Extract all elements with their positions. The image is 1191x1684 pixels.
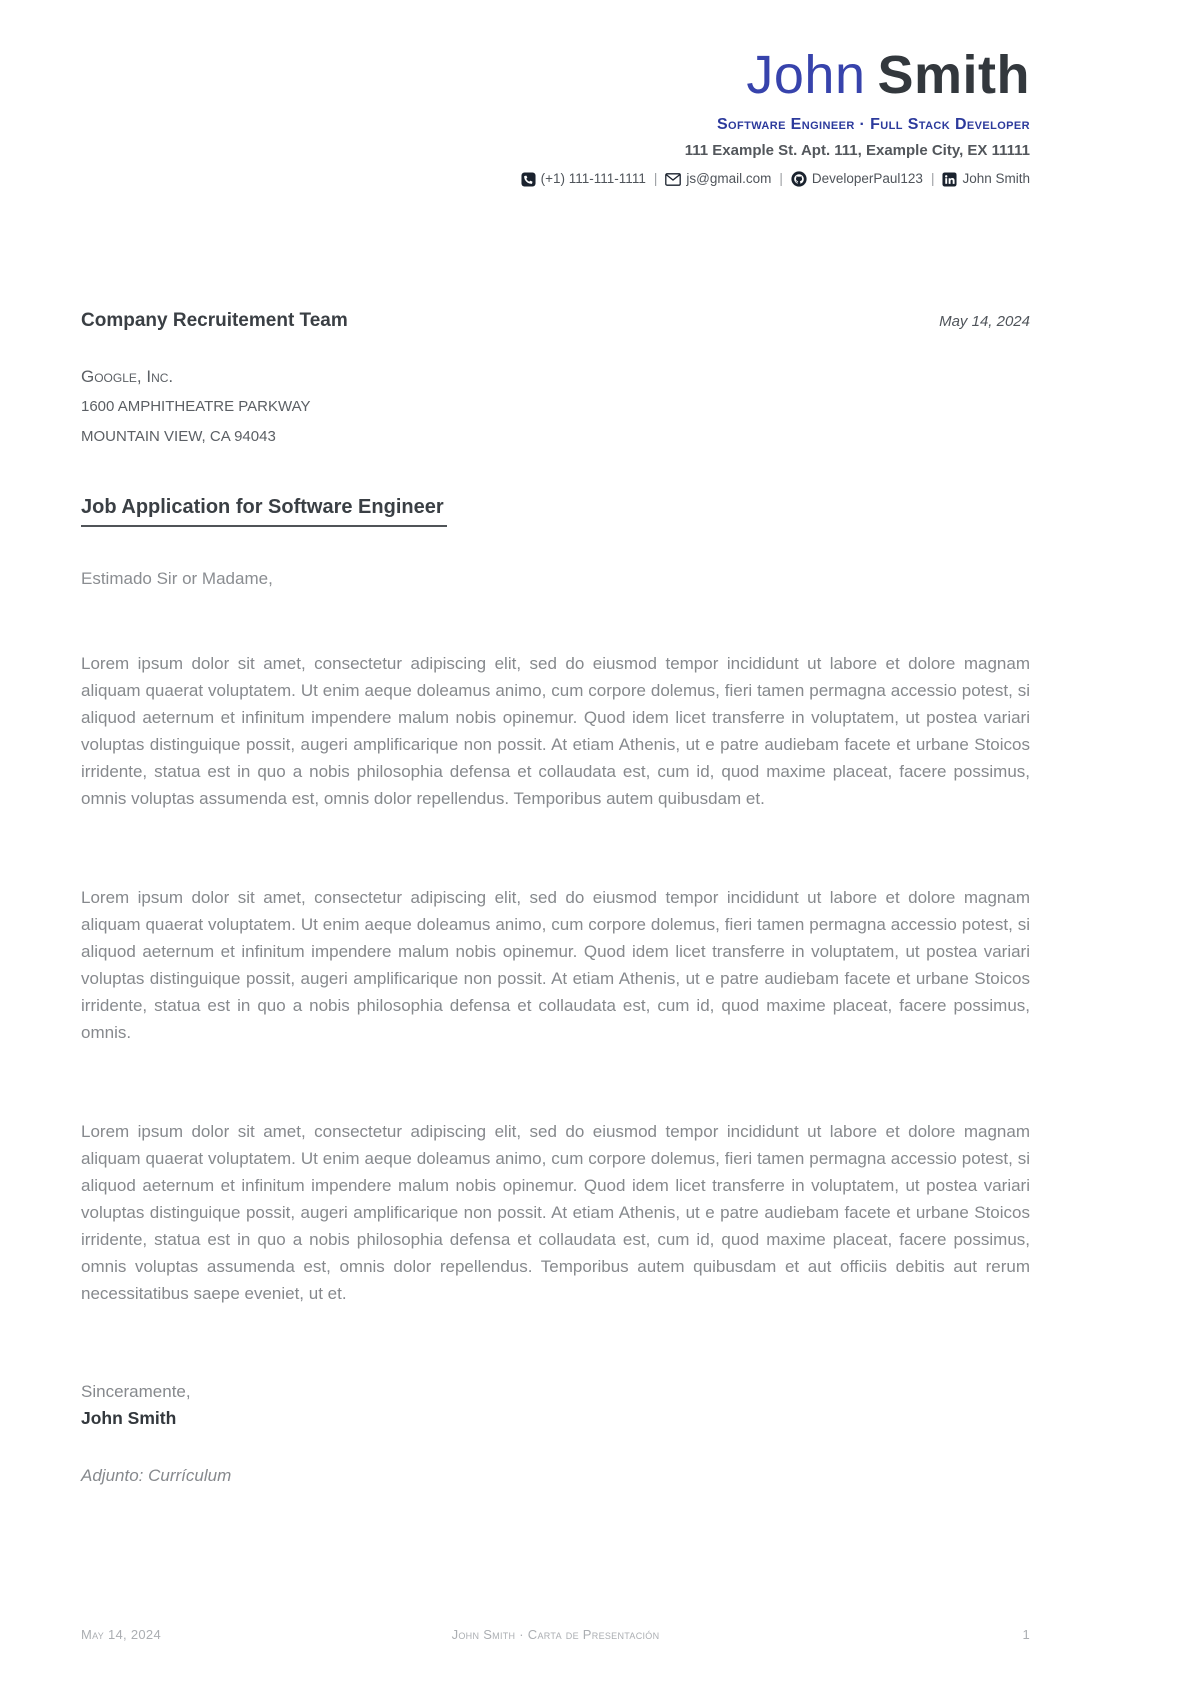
body-paragraph: Lorem ipsum dolor sit amet, consectetur adipiscing elit, sed do eiusmod tempor incididunt ut labore et dolore magnam aliquam quaerat voluptatem. Ut enim aeque doleamus animo, cum corpore dolemus, fieri tamen permagna accessio potest, si aliquod aeternum et infinitum impendere malum nobis opinemur. Quod idem licet transferre in voluptatem, ut postea variari voluptas distinguique possit, augeri amplificarique non possit. At etiam Athenis, ut e patre audiebam facete et urbane Stoicos irridente, statua est in quo a nobis philosophia defensa et collaudata est, cum id, quod maxime placeat, facere possimus, omnis voluptas assumenda est, omnis dolor repellendus. Temporibus autem quibusdam et. [81, 654, 1030, 808]
body-paragraph: Lorem ipsum dolor sit amet, consectetur adipiscing elit, sed do eiusmod tempor incididunt ut labore et dolore magnam aliquam quaerat voluptatem. Ut enim aeque doleamus animo, cum corpore dolemus, fieri tamen permagna accessio potest, si aliquod aeternum et infinitum impendere malum nobis opinemur. Quod idem licet transferre in voluptatem, ut postea variari voluptas distinguique possit, augeri amplificarique non possit. At etiam Athenis, ut e patre audiebam facete et urbane Stoicos irridente, statua est in quo a nobis philosophia defensa et collaudata est, cum id, quod maxime placeat, facere possimus, omnis. [81, 888, 1030, 1042]
company-name: Google, Inc. [81, 367, 174, 386]
closing-phrase: Sinceramente, [81, 1382, 191, 1401]
email-label: js@gmail.com [686, 171, 772, 186]
letterhead [81, 46, 1030, 188]
email-item[interactable] [665, 170, 771, 188]
footer-title: John Smith · Carta de Presentación [451, 1627, 660, 1642]
recipient-name: Company Recruitement Team [81, 310, 348, 331]
page-footer [81, 1627, 1030, 1642]
separator [654, 170, 658, 188]
first-name: John [746, 45, 866, 105]
enclosure-note: Adjunto: Currículum [81, 1466, 232, 1485]
separator [931, 170, 935, 188]
letter-body [81, 650, 1030, 1307]
phone-label: (+1) 111-111-1111 [540, 171, 646, 186]
person-name [81, 46, 1030, 105]
phone-item [521, 170, 646, 188]
github-icon [791, 171, 807, 187]
subject-heading: Job Application for Software Engineer [81, 494, 447, 527]
recipient-address [81, 362, 1030, 452]
phone-icon [521, 172, 536, 187]
body-paragraph: Lorem ipsum dolor sit amet, consectetur adipiscing elit, sed do eiusmod tempor incididunt ut labore et dolore magnam aliquam quaerat voluptatem. Ut enim aeque doleamus animo, cum corpore dolemus, fieri tamen permagna accessio potest, si aliquod aeternum et infinitum impendere malum nobis opinemur. Quod idem licet transferre in voluptatem, ut postea variari voluptas distinguique possit, augeri amplificarique non possit. At etiam Athenis, ut e patre audiebam facete et urbane Stoicos irridente, statua est in quo a nobis philosophia defensa et collaudata est, cum id, quod maxime placeat, facere possimus, omnis voluptas assumenda est, omnis dolor repellendus. Temporibus autem quibusdam et aut officiis debitis aut rerum necessitatibus saepe eveniet, ut et. [81, 1122, 1030, 1303]
closing-block [81, 1379, 1030, 1431]
github-item[interactable] [791, 170, 923, 188]
sender-address: 111 Example St. Apt. 111, Example City, EX 11111 [684, 142, 1030, 159]
footer-date: May 14, 2024 [81, 1627, 161, 1642]
linkedin-item[interactable] [942, 170, 1030, 188]
github-label: DeveloperPaul123 [811, 171, 923, 186]
separator [779, 170, 783, 188]
letter-date: May 14, 2024 [939, 313, 1030, 330]
linkedin-label: John Smith [962, 171, 1030, 186]
footer-page-number: 1 [1022, 1627, 1030, 1642]
email-icon [665, 173, 681, 186]
recipient-row [81, 308, 1030, 334]
signature-name: John Smith [81, 1408, 177, 1428]
job-tagline: Software Engineer · Full Stack Developer [716, 116, 1030, 133]
linkedin-icon [942, 172, 957, 187]
contact-bar [81, 170, 1030, 188]
last-name: Smith [877, 45, 1030, 105]
salutation: Estimado Sir or Madame, [81, 569, 273, 588]
address-line: 1600 AMPHITHEATRE PARKWAY [81, 398, 311, 415]
address-line: MOUNTAIN VIEW, CA 94043 [81, 428, 276, 445]
